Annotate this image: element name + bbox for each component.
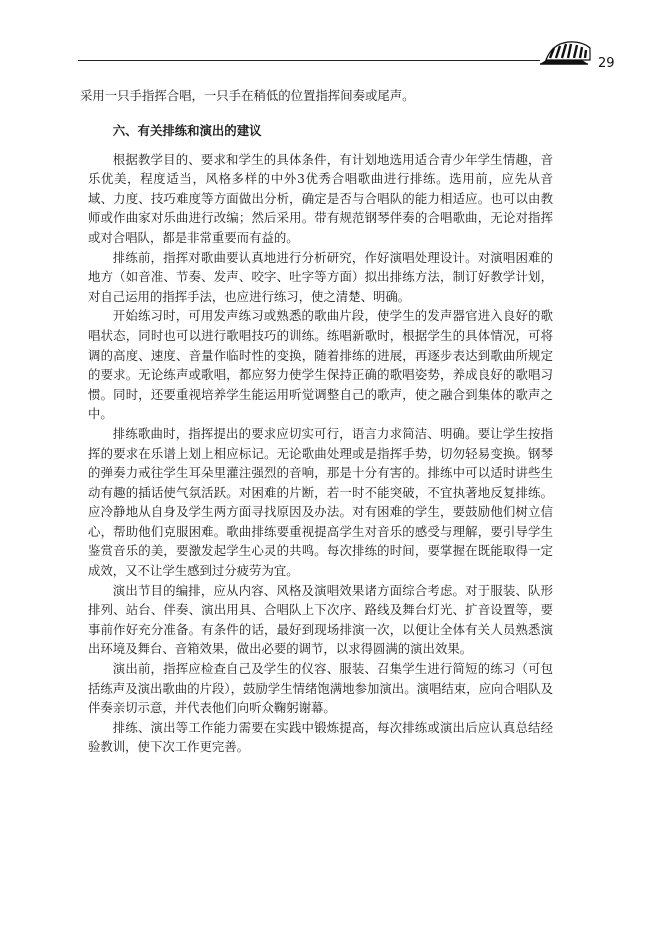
- paragraph: 根据教学目的、要求和学生的具体条件，有计划地选用适合青少年学生情趣，音乐优美，程度适当，风格多样的中外3优秀合唱歌曲进行排练。选用前，应先从音域、力度、技巧难度等方面做出分析，确定是否与合唱队的能力相适应。也可以由教师或作曲家对乐曲进行改编；然后采用。带有规范钢琴伴奏的合唱歌曲，无论对指挥或对合唱队，都是非常重要而有益的。: [88, 151, 553, 245]
- header-rule: [78, 60, 540, 61]
- paragraph: 排练、演出等工作能力需要在实践中锻炼提高，每次排练或演出后应认真总结经验教训，使下次工作更完善。: [88, 719, 553, 755]
- section-heading: 六、有关排练和演出的建议: [112, 122, 262, 138]
- page-body: [80, 86, 553, 757]
- piano-keys-icon: [538, 38, 594, 68]
- paragraph: 演出节目的编排，应从内容、风格及演唱效果诸方面综合考虑。对于服装、队形排列、站台、伴奏、演出用具、合唱队上下次序、路线及舞台灯光、扩音设置等，要事前作好充分准备。有条件的话，最好到现场排演一次，以便让全体有关人员熟悉演出环境及舞台、音箱效果，做出必要的调节，以求得圆满的演出效果。: [88, 582, 553, 657]
- page-number: 29: [598, 56, 615, 71]
- lead-paragraph: 采用一只手指挥合唱，一只手在稍低的位置指挥间奏或尾声。: [80, 88, 415, 103]
- paragraph: 排练歌曲时，指挥提出的要求应切实可行，语言力求简洁、明确。要让学生按指挥的要求在乐谱上划上相应标记。无论歌曲处理或是指挥手势，切勿轻易变换。钢琴的弹奏力戒往学生耳朵里灌注强烈的音响，那是十分有害的。排练中可以适时讲些生动有趣的插话使气氛活跃。对困难的片断，若一时不能突破，不宜执著地反复排练。应冷静地从自身及学生两方面寻找原因及办法。对有困难的学生，要鼓励他们树立信心，帮助他们克服困难。歌曲排练要重视提高学生对音乐的感受与理解，要引导学生鉴赏音乐的美，要激发起学生心灵的共鸣。每次排练的时间，要掌握在既能取得一定成效，又不让学生感到过分疲劳为宜。: [88, 425, 553, 579]
- paragraph: 演出前，指挥应检查自己及学生的仪容、服装、召集学生进行简短的练习（可包括练声及演出歌曲的片段），鼓励学生情绪饱满地参加演出。演唱结束，应向合唱队及伴奏亲切示意，并代表他们向听众鞠躬谢幕。: [88, 661, 553, 716]
- paragraph: 开始练习时，可用发声练习或熟悉的歌曲片段，使学生的发声器官进入良好的歌唱状态，同时也可以进行歌唱技巧的训练。练唱新歌时，根据学生的具体情况，可将调的高度、速度、音量作临时性的变换，随着排练的进展，再逐步表达到歌曲所规定的要求。无论练声或歌唱，都应努力使学生保持正确的歌唱姿势，养成良好的歌唱习惯。同时，还要重视培养学生能运用听觉调整自己的歌声，使之融合到集体的歌声之中。: [88, 308, 553, 422]
- paragraph: 排练前，指挥对歌曲要认真地进行分析研究，作好演唱处理设计。对演唱困难的地方（如音准、节奏、发声、咬字、吐字等方面）拟出排练方法，制订好教学计划，对自己运用的指挥手法，也应进行练习，使之清楚、明确。: [88, 249, 553, 304]
